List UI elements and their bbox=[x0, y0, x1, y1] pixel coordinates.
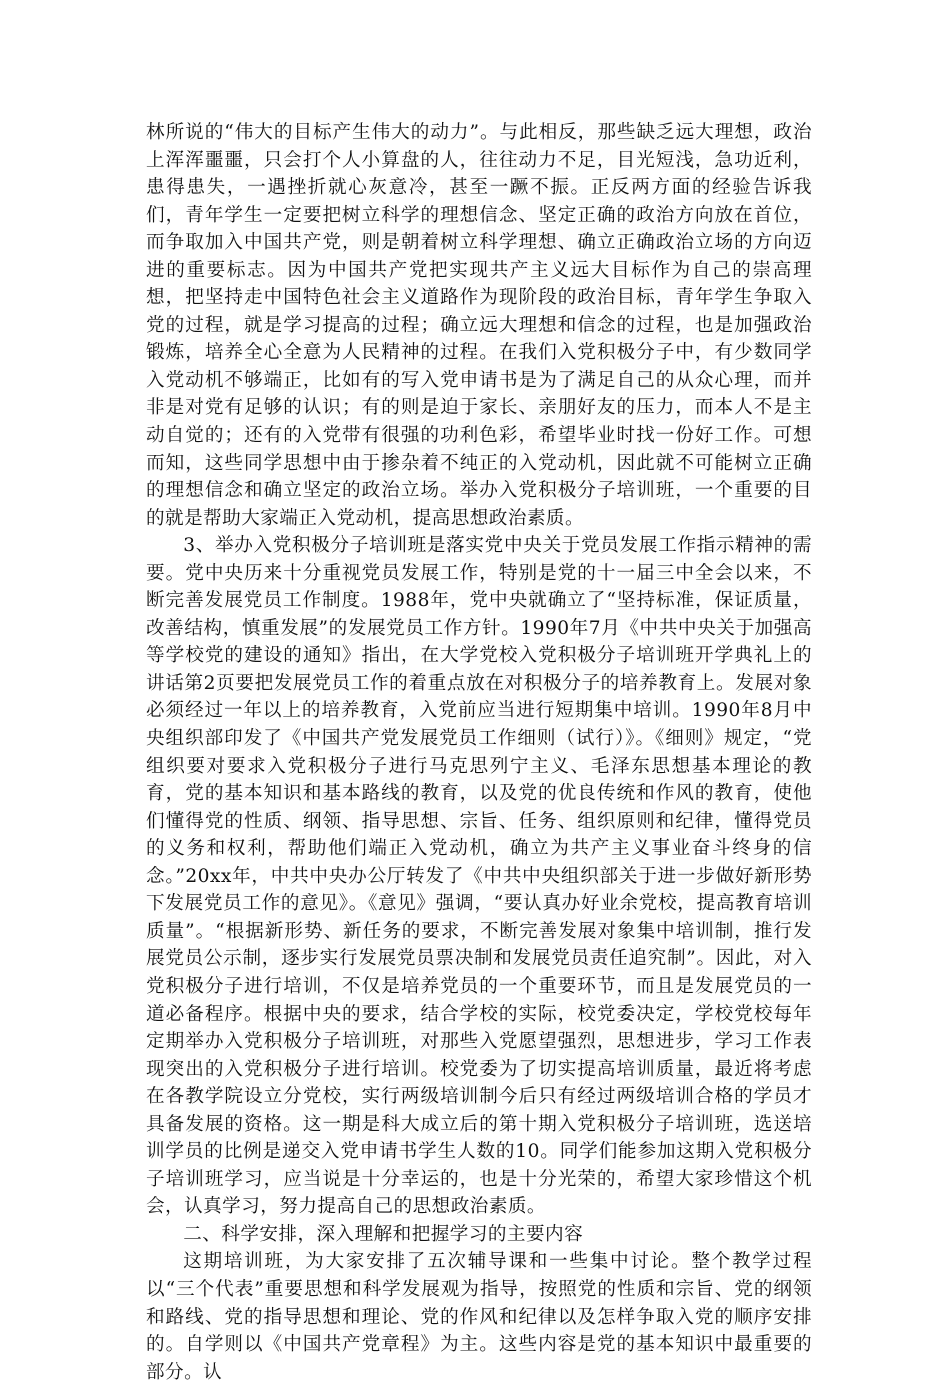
body-paragraph: 林所说的“伟大的目标产生伟大的动力”。与此相反，那些缺乏远大理想，政治上浑浑噩噩，只会打个人小算盘的人，往往动力不足，目光短浅，急功近利，患得患失，一遇挫折就心灰意冷，甚至一蹶不振。正反两方面的经验告诉我们，青年学生一定要把树立科学的理想信念、坚定正确的政治方向放在首位，而争取加入中国共产党，则是朝着树立科学理想、确立正确政治立场的方向迈进的重要标志。因为中国共产党把实现共产主义远大目标作为自己的崇高理想，把坚持走中国特色社会主义道路作为现阶段的政治目标，青年学生争取入党的过程，就是学习提高的过程；确立远大理想和信念的过程，也是加强政治锻炼，培养全心全意为人民精神的过程。在我们入党积极分子中，有少数同学入党动机不够端正，比如有的写入党申请书是为了满足自己的从众心理，而并非是对党有足够的认识；有的则是迫于家长、亲朋好友的压力，而本人不是主动自觉的；还有的入党带有很强的功利色彩，希望毕业时找一份好工作。可想而知，这些同学思想中由于掺杂着不纯正的入党动机，因此就不可能树立正确的理想信念和确立坚定的政治立场。举办入党积极分子培训班，一个重要的目的就是帮助大家端正入党动机，提高思想政治素质。 bbox=[146, 122, 812, 529]
document-page bbox=[146, 119, 812, 1386]
body-paragraph: 这期培训班，为大家安排了五次辅导课和一些集中讨论。整个教学过程以“三个代表”重要思想和科学发展观为指导，按照党的性质和宗旨、党的纲领和路线、党的指导思想和理论、党的作风和纪律以及怎样争取入党的顺序安排的。自学则以《中国共产党章程》为主。这些内容是党的基本知识中最重要的部分。认 bbox=[146, 1251, 812, 1383]
section-heading: 二、科学安排，深入理解和把握学习的主要内容 bbox=[183, 1223, 584, 1245]
body-paragraph: 3、举办入党积极分子培训班是落实党中央关于党员发展工作指示精神的需要。党中央历来十分重视党员发展工作，特别是党的十一届三中全会以来，不断完善发展党员工作制度。1988年，党中央就确立了“坚持标准，保证质量，改善结构，慎重发展”的发展党员工作方针。1990年7月《中共中央关于加强高等学校党的建设的通知》指出，在大学党校入党积极分子培训班开学典礼上的讲话第2页要把发展党员工作的着重点放在对积极分子的培养教育上。发展对象必须经过一年以上的培养教育，入党前应当进行短期集中培训。1990年8月中央组织部印发了《中国共产党发展党员工作细则（试行）》。《细则》规定，“党组织要对要求入党积极分子进行马克思列宁主义、毛泽东思想基本理论的教育，党的基本知识和基本路线的教育，以及党的优良传统和作风的教育，使他们懂得党的性质、纲领、指导思想、宗旨、任务、组织原则和纪律，懂得党员的义务和权利，帮助他们端正入党动机，确立为共产主义事业奋斗终身的信念。”20xx年，中共中央办公厅转发了《中共中央组织部关于进一步做好新形势下发展党员工作的意见》。《意见》强调，“要认真办好业余党校，提高教育培训质量”。“根据新形势、新任务的要求，不断完善发展对象集中培训制，推行发展党员公示制，逐步实行发展党员票决制和发展党员责任追究制”。因此，对入党积极分子进行培训，不仅是培养党员的一个重要环节，而且是发展党员的一道必备程序。根据中央的要求，结合学校的实际，校党委决定，学校党校每年定期举办入党积极分子培训班，对那些入党愿望强烈，思想进步，学习工作表现突出的入党积极分子进行培训。校党委为了切实提高培训质量，最近将考虑在各教学院设立分党校，实行两级培训制今后只有经过两级培训合格的学员才具备发展的资格。这一期是科大成立后的第十期入党积极分子培训班，选送培训学员的比例是递交入党申请书学生人数的10。同学们能参加这期入党积极分子培训班学习，应当说是十分幸运的，也是十分光荣的，希望大家珍惜这个机会，认真学习，努力提高自己的思想政治素质。 bbox=[146, 535, 812, 1218]
